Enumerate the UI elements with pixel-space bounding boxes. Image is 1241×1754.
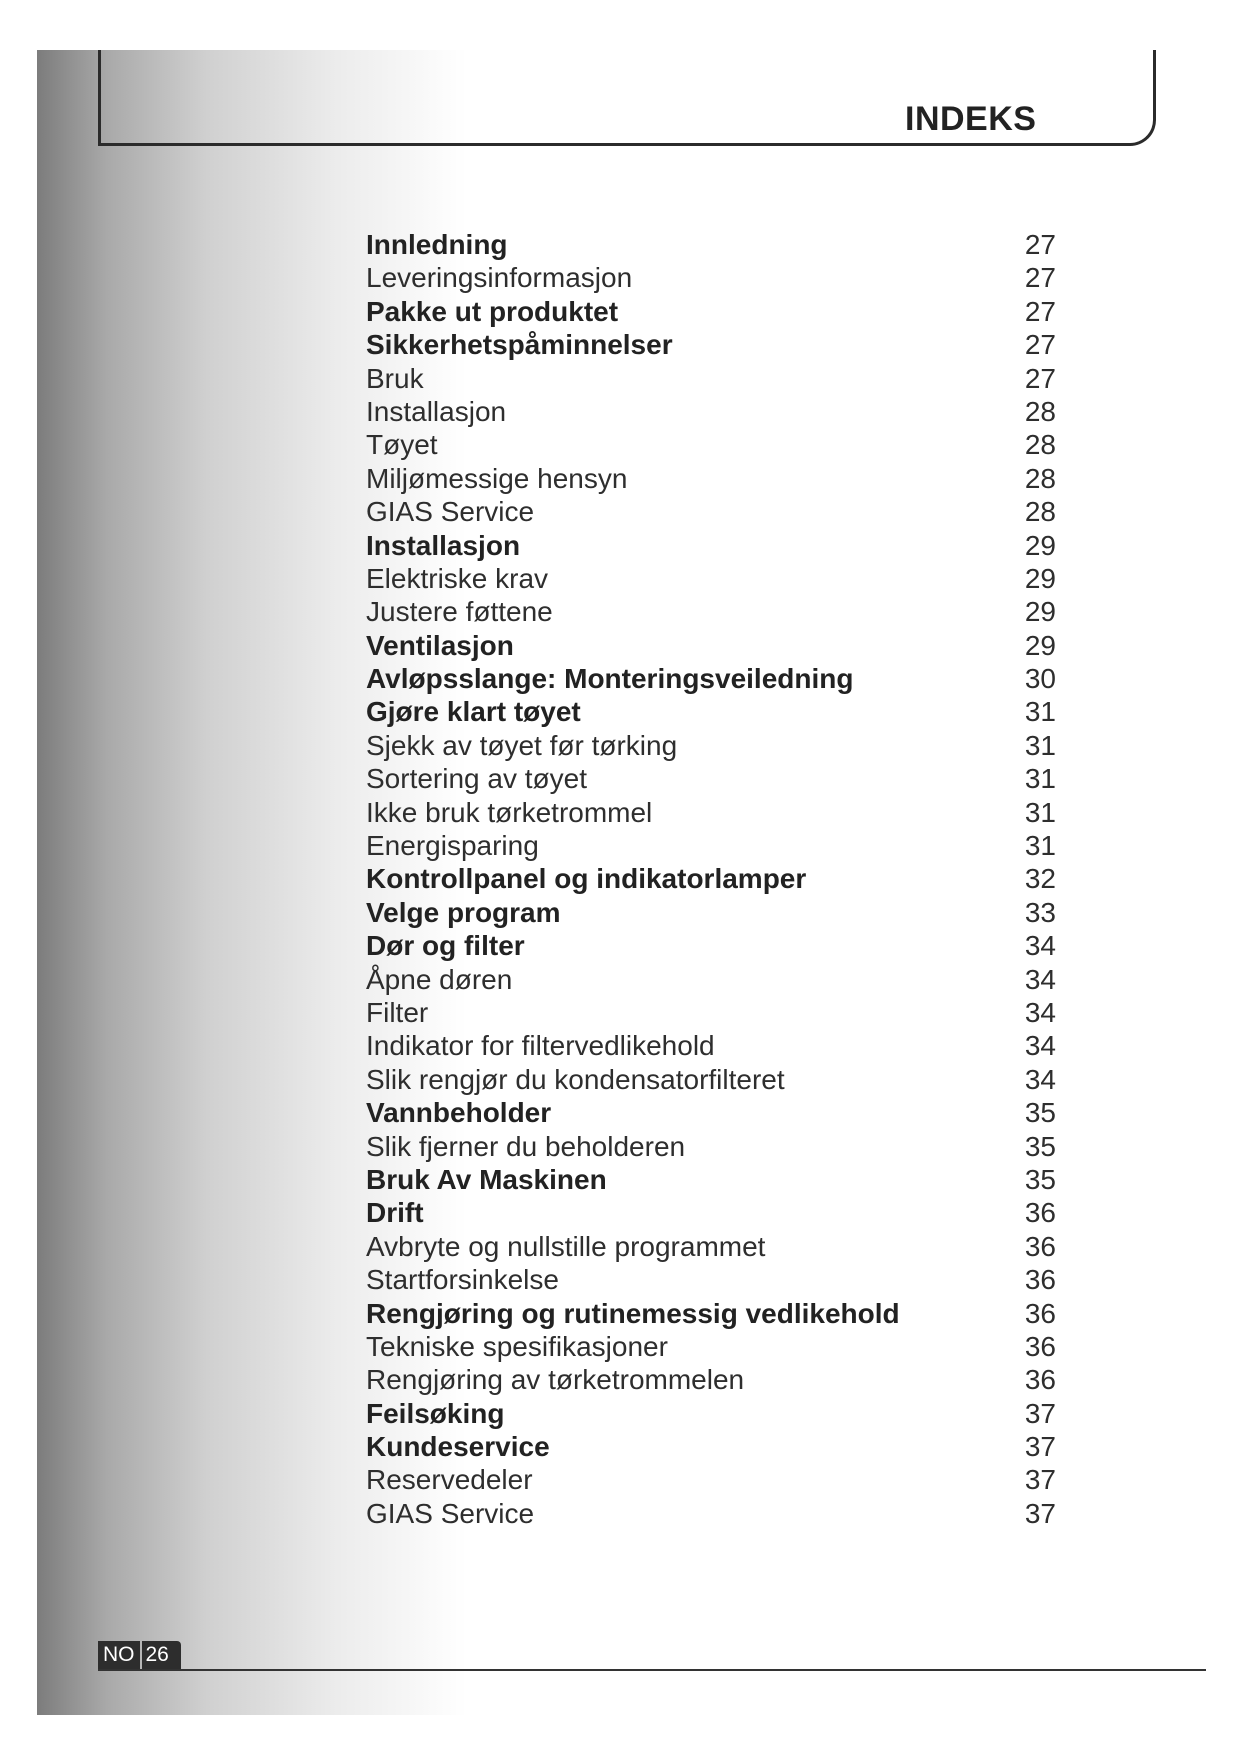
- toc-entry[interactable]: [366, 495, 1056, 528]
- toc-entry[interactable]: [366, 829, 1056, 862]
- toc-entry-title: Kundeservice: [366, 1431, 550, 1463]
- toc-entry-page: 31: [1024, 696, 1056, 728]
- toc-entry-page: 34: [1024, 963, 1056, 995]
- toc-entry[interactable]: [366, 1397, 1056, 1430]
- toc-entry-page: 32: [1024, 863, 1056, 895]
- toc-entry[interactable]: [366, 963, 1056, 996]
- toc-entry-title: Gjøre klart tøyet: [366, 696, 581, 728]
- toc-entry[interactable]: [366, 1163, 1056, 1196]
- toc-entry[interactable]: [366, 1230, 1056, 1263]
- toc-entry-page: 31: [1024, 830, 1056, 862]
- toc-entry-title: Innledning: [366, 229, 508, 260]
- toc-entry[interactable]: [366, 295, 1056, 328]
- toc-entry[interactable]: [366, 362, 1056, 395]
- toc-entry[interactable]: [366, 1463, 1056, 1496]
- toc-entry-page: 34: [1024, 996, 1056, 1028]
- toc-entry-page: 28: [1024, 395, 1056, 427]
- toc-entry-page: 34: [1024, 1063, 1056, 1095]
- toc-entry-title: Bruk: [366, 362, 424, 394]
- toc-entry-page: 35: [1024, 1130, 1056, 1162]
- toc-entry-title: Leveringsinformasjon: [366, 262, 633, 294]
- toc-entry-title: Elektriske krav: [366, 562, 549, 594]
- toc-entry[interactable]: [366, 595, 1056, 628]
- toc-entry-page: 29: [1024, 562, 1056, 594]
- toc-entry[interactable]: [366, 1029, 1056, 1062]
- language-code: NO: [98, 1641, 140, 1669]
- toc-entry-title: Installasjon: [366, 395, 507, 427]
- toc-entry-title: Avløpsslange: Monteringsveiledning: [366, 663, 854, 695]
- footer-divider: [98, 1669, 1206, 1671]
- toc-entry-title: Velge program: [366, 896, 561, 928]
- toc-entry-title: Kontrollpanel og indikatorlamper: [366, 863, 807, 895]
- toc-entry-title: Reservedeler: [366, 1464, 533, 1496]
- toc-entry[interactable]: [366, 1196, 1056, 1229]
- toc-entry-page: 34: [1024, 1030, 1056, 1062]
- toc-entry-page: 36: [1024, 1330, 1056, 1362]
- toc-entry-page: 28: [1024, 462, 1056, 494]
- toc-entry-title: Miljømessige hensyn: [366, 462, 628, 494]
- toc-entry[interactable]: [366, 428, 1056, 461]
- toc-entry-title: Sortering av tøyet: [366, 763, 587, 795]
- toc-entry[interactable]: [366, 228, 1056, 261]
- toc-entry[interactable]: [366, 1430, 1056, 1463]
- toc-entry-page: 27: [1024, 295, 1056, 327]
- toc-entry-title: Sjekk av tøyet før tørking: [366, 729, 678, 761]
- toc-entry-title: Feilsøking: [366, 1397, 505, 1429]
- toc-entry[interactable]: [366, 629, 1056, 662]
- toc-entry[interactable]: [366, 462, 1056, 495]
- toc-entry-page: 29: [1024, 529, 1056, 561]
- toc-entry-page: 27: [1024, 262, 1056, 294]
- toc-entry-page: 33: [1024, 896, 1056, 928]
- toc-entry-page: 37: [1024, 1397, 1056, 1429]
- toc-entry-page: 36: [1024, 1230, 1056, 1262]
- footer-badge: [98, 1641, 181, 1669]
- toc-entry-title: Tekniske spesifikasjoner: [366, 1330, 668, 1362]
- toc-entry[interactable]: [366, 1263, 1056, 1296]
- toc-entry-title: GIAS Service: [366, 1497, 535, 1529]
- toc-entry-title: Pakke ut produktet: [366, 295, 619, 327]
- toc-entry[interactable]: [366, 862, 1056, 895]
- toc-entry-page: 29: [1024, 596, 1056, 628]
- toc-entry-title: Sikkerhetspåminnelser: [366, 329, 673, 361]
- toc-entry[interactable]: [366, 1363, 1056, 1396]
- toc-entry[interactable]: [366, 1330, 1056, 1363]
- toc-entry[interactable]: [366, 929, 1056, 962]
- toc-entry-title: Installasjon: [366, 529, 521, 561]
- toc-entry-page: 27: [1024, 229, 1056, 260]
- toc-entry-page: 27: [1024, 362, 1056, 394]
- toc-entry-title: Rengjøring av tørketrommelen: [366, 1364, 745, 1396]
- toc-entry-page: 31: [1024, 796, 1056, 828]
- toc-entry-title: Rengjøring og rutinemessig vedlikehold: [366, 1297, 900, 1329]
- toc-entry[interactable]: [366, 328, 1056, 361]
- toc-entry-title: Justere føttene: [366, 596, 553, 628]
- page-title: INDEKS: [905, 100, 1037, 138]
- toc-entry-title: Bruk Av Maskinen: [366, 1163, 607, 1195]
- toc-entry-page: 28: [1024, 496, 1056, 528]
- toc-entry-title: Ikke bruk tørketrommel: [366, 796, 653, 828]
- toc-entry-page: 29: [1024, 629, 1056, 661]
- toc-entry-title: Ventilasjon: [366, 629, 514, 661]
- toc-entry[interactable]: [366, 996, 1056, 1029]
- toc-entry[interactable]: [366, 1096, 1056, 1129]
- toc-entry[interactable]: [366, 662, 1056, 695]
- toc-entry-page: 36: [1024, 1197, 1056, 1229]
- toc-entry[interactable]: [366, 729, 1056, 762]
- toc-entry-page: 27: [1024, 329, 1056, 361]
- toc-entry[interactable]: [366, 1297, 1056, 1330]
- toc-entry-title: Vannbeholder: [366, 1097, 552, 1129]
- toc-entry-page: 35: [1024, 1097, 1056, 1129]
- toc-entry-page: 31: [1024, 729, 1056, 761]
- toc-entry-page: 36: [1024, 1364, 1056, 1396]
- toc-entry[interactable]: [366, 395, 1056, 428]
- toc-entry[interactable]: [366, 529, 1056, 562]
- toc-entry-title: Energisparing: [366, 830, 539, 862]
- toc-entry-title: Indikator for filtervedlikehold: [366, 1030, 715, 1062]
- toc-entry[interactable]: [366, 796, 1056, 829]
- toc-entry[interactable]: [366, 762, 1056, 795]
- toc-entry[interactable]: [366, 1063, 1056, 1096]
- toc-entry-page: 35: [1024, 1163, 1056, 1195]
- toc-entry-title: Startforsinkelse: [366, 1264, 559, 1296]
- toc-entry-title: Slik rengjør du kondensatorfilteret: [366, 1063, 785, 1095]
- toc-entry-page: 36: [1024, 1264, 1056, 1296]
- table-of-contents: [366, 228, 1056, 1530]
- toc-entry-title: Åpne døren: [366, 963, 513, 995]
- toc-entry-page: 36: [1024, 1297, 1056, 1329]
- toc-entry-title: Drift: [366, 1197, 424, 1229]
- toc-entry[interactable]: [366, 695, 1056, 728]
- toc-entry-title: Dør og filter: [366, 930, 525, 962]
- toc-entry-title: Filter: [366, 996, 429, 1028]
- toc-entry-page: 37: [1024, 1431, 1056, 1463]
- toc-entry-page: 31: [1024, 763, 1056, 795]
- toc-entry[interactable]: [366, 1497, 1056, 1530]
- toc-entry-title: Tøyet: [366, 429, 438, 461]
- toc-entry-page: 34: [1024, 930, 1056, 962]
- toc-entry-page: 37: [1024, 1464, 1056, 1496]
- toc-entry-title: Avbryte og nullstille programmet: [366, 1230, 766, 1262]
- toc-entry[interactable]: [366, 562, 1056, 595]
- toc-entry-page: 37: [1024, 1497, 1056, 1529]
- toc-entry-page: 28: [1024, 429, 1056, 461]
- toc-entry-title: Slik fjerner du beholderen: [366, 1130, 686, 1162]
- toc-entry[interactable]: [366, 261, 1056, 294]
- toc-entry-title: GIAS Service: [366, 496, 535, 528]
- toc-entry-page: 30: [1024, 663, 1056, 695]
- toc-entry[interactable]: [366, 896, 1056, 929]
- page-number: 26: [142, 1641, 181, 1669]
- toc-entry[interactable]: [366, 1130, 1056, 1163]
